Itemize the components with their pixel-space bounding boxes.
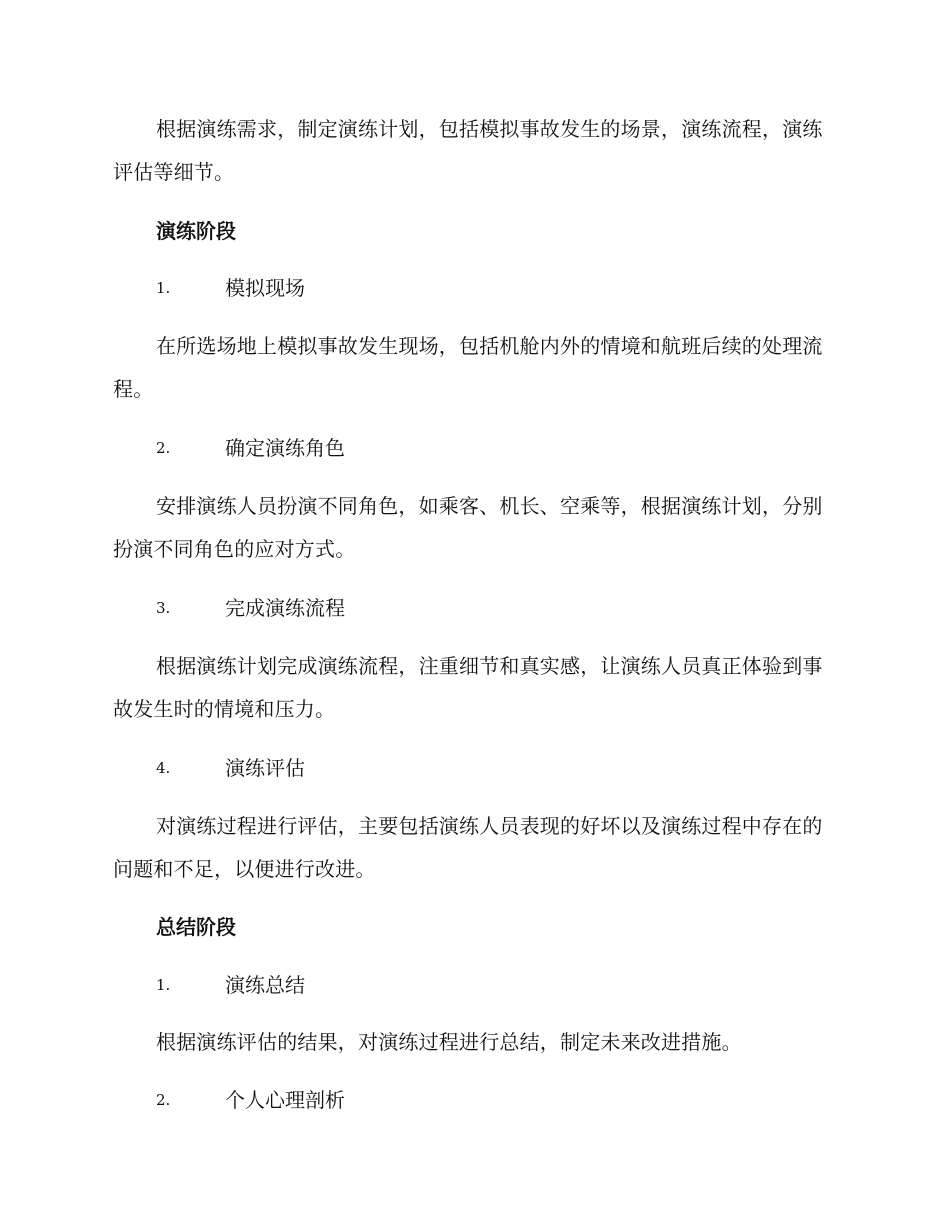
list-item-paragraph: 在所选场地上模拟事故发生现场，包括机舱内外的情境和航班后续的处理流程。 <box>113 334 823 401</box>
list-item-label: 确定演练角色 <box>225 436 345 460</box>
list-item-paragraph: 根据演练计划完成演练流程，注重细节和真实感，让演练人员真正体验到事故发生时的情境和压力。 <box>113 654 823 721</box>
list-item-label: 个人心理剖析 <box>225 1088 345 1112</box>
section-heading-summary: 总结阶段 <box>156 915 236 939</box>
list-item-label: 演练评估 <box>225 756 305 780</box>
list-item-paragraph: 根据演练评估的结果，对演练过程进行总结，制定未来改进措施。 <box>156 1030 742 1054</box>
list-item-label: 完成演练流程 <box>225 596 345 620</box>
list-item-paragraph: 对演练过程进行评估，主要包括演练人员表现的好坏以及演练过程中存在的问题和不足，以便进行改进。 <box>113 814 823 881</box>
list-number: 1. <box>156 976 171 994</box>
list-number: 1. <box>156 279 171 297</box>
list-item-paragraph: 安排演练人员扮演不同角色，如乘客、机长、空乘等，根据演练计划，分别扮演不同角色的应对方式。 <box>113 494 823 561</box>
list-item-label: 模拟现场 <box>225 276 305 300</box>
intro-paragraph: 根据演练需求，制定演练计划，包括模拟事故发生的场景，演练流程，演练评估等细节。 <box>113 117 823 184</box>
list-item-label: 演练总结 <box>225 973 305 997</box>
list-number: 2. <box>156 1091 171 1109</box>
section-heading-drill: 演练阶段 <box>156 219 236 243</box>
list-number: 4. <box>156 759 171 777</box>
list-number: 3. <box>156 599 171 617</box>
list-number: 2. <box>156 439 171 457</box>
